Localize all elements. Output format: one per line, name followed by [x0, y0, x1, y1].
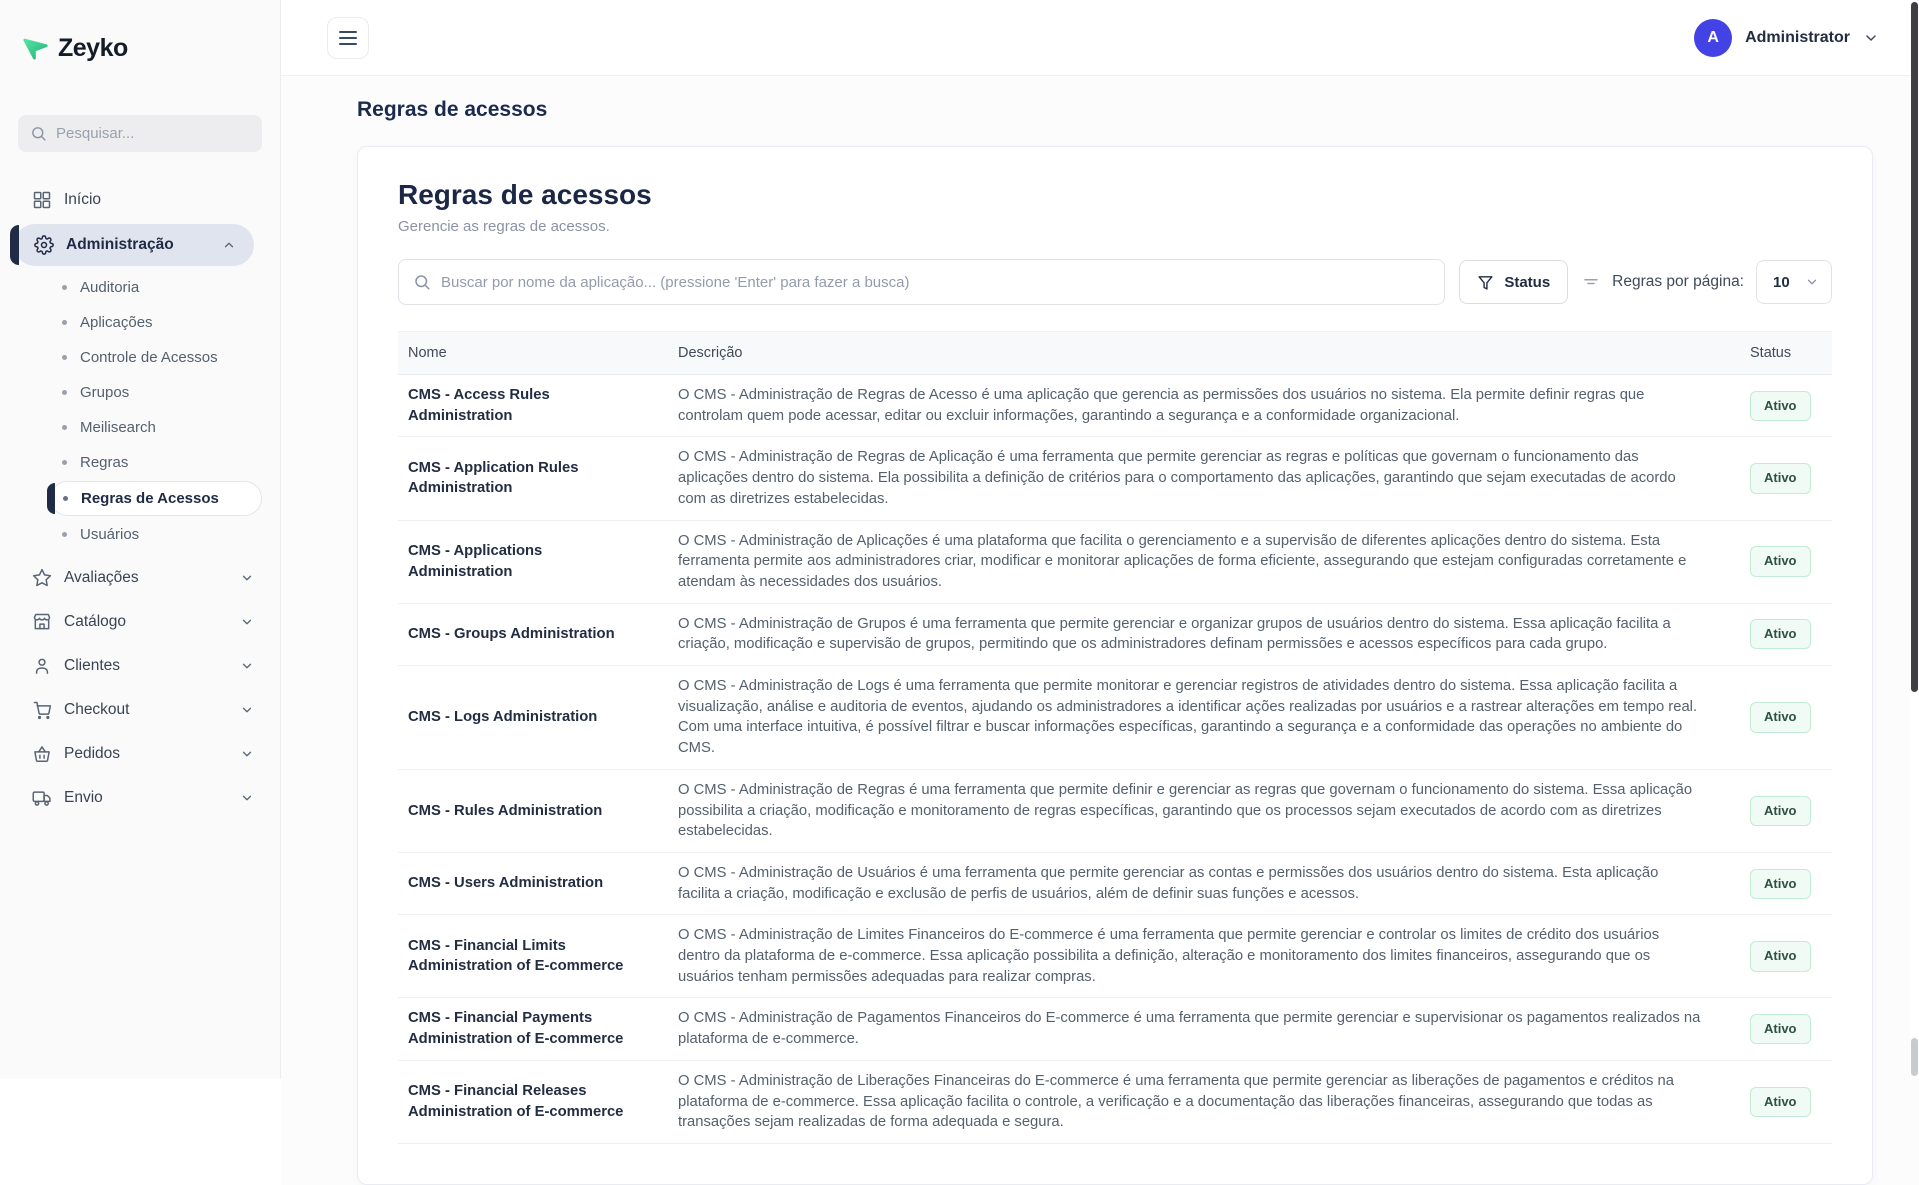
rule-description: O CMS - Administração de Regras de Aplicação é uma ferramenta que permite gerenciar as regras e políticas que governam o funcionamento das aplicações dentro do sistema. Ela possibilita a definição de critérios para o comportamento das aplicações, garantindo que sejam executadas de acordo com as diretrizes estabelecidas.: [668, 437, 1740, 520]
sidebar-subitem-regras-de-acessos[interactable]: [50, 481, 262, 516]
sidebar-item-label: Administração: [66, 236, 174, 253]
subitem-label: Meilisearch: [80, 419, 156, 436]
status-badge: Ativo: [1750, 546, 1811, 576]
card-subtitle: Gerencie as regras de acessos.: [398, 218, 610, 235]
rule-name: CMS - Access Rules Administration: [398, 375, 668, 437]
column-header-nome: Nome: [398, 332, 668, 375]
sidebar-item-label: Checkout: [64, 701, 130, 718]
brand[interactable]: [0, 0, 280, 63]
table-row: [398, 520, 1832, 603]
table-row: [398, 603, 1832, 665]
status-badge: Ativo: [1750, 1014, 1811, 1044]
table-row: [398, 769, 1832, 852]
chevron-down-icon: [240, 659, 254, 673]
rule-status-cell: [1740, 666, 1832, 770]
sidebar-subitem-usuarios[interactable]: [0, 517, 280, 552]
subitem-label: Usuários: [80, 526, 140, 543]
rule-description: O CMS - Administração de Aplicações é uma plataforma que facilita o gerenciamento e a supervisão de diferentes aplicações dentro do sistema. Esta ferramenta permite aos administradores criar, modificar e monitorar aplicações de forma eficiente, assegurando que estejam configuradas corretamente e atendam às necessidades dos usuários.: [668, 520, 1740, 603]
rule-description: O CMS - Administração de Regras de Acesso é uma aplicação que gerencia as permissões dos usuários no sistema. Ela permite definir regras que controlam quem pode acessar, editar ou excluir informações, garantindo a segurança e a conformidade organizacional.: [668, 375, 1740, 437]
search-icon: [30, 125, 47, 142]
status-filter-label: Status: [1504, 273, 1551, 291]
user-name: Administrator: [1745, 28, 1850, 46]
main-area: [281, 0, 1919, 1131]
subitem-label: Grupos: [80, 384, 130, 401]
bullet-icon: [62, 390, 67, 395]
store-icon: [32, 612, 52, 632]
sidebar-item-avaliacoes[interactable]: [0, 556, 280, 600]
access-rules-table: [398, 331, 1832, 1144]
access-rules-card: [357, 146, 1873, 1185]
rule-status-cell: [1740, 375, 1832, 437]
sidebar-item-label: Pedidos: [64, 745, 121, 762]
basket-icon: [32, 744, 52, 764]
chevron-down-icon: [240, 615, 254, 629]
scrollbar-thumb[interactable]: [1911, 2, 1918, 692]
subitem-label: Regras de Acessos: [81, 490, 219, 507]
rule-name: CMS - Users Administration: [398, 852, 668, 914]
hamburger-menu-button[interactable]: [327, 17, 369, 59]
user-menu[interactable]: [1694, 19, 1879, 57]
table-row: [398, 666, 1832, 770]
topbar: [281, 0, 1919, 76]
brand-name: Zeyko: [58, 34, 128, 62]
sidebar-nav: [0, 178, 280, 1079]
chevron-up-icon: [222, 238, 236, 252]
bullet-icon: [62, 285, 67, 290]
table-row: [398, 1060, 1832, 1143]
sidebar-search[interactable]: [18, 115, 262, 152]
rule-name: CMS - Financial Releases Administration of E-commerce: [398, 1060, 668, 1143]
rule-status-cell: [1740, 769, 1832, 852]
status-badge: Ativo: [1750, 463, 1811, 493]
status-filter-button[interactable]: [1459, 260, 1568, 304]
subitem-label: Aplicações: [80, 314, 153, 331]
sidebar-item-label: Início: [64, 191, 102, 208]
status-badge: Ativo: [1750, 796, 1811, 826]
search-icon: [413, 273, 431, 291]
filter-lines-icon: [1582, 273, 1600, 291]
rule-description: O CMS - Administração de Usuários é uma ferramenta que permite gerenciar as contas e permissões dos usuários dentro do sistema. Esta aplicação facilita a criação, modificação e exclusão de perfis de usuários, além de definir suas funções e acessos.: [668, 852, 1740, 914]
sidebar-subitem-regras[interactable]: [0, 445, 280, 480]
scrollbar-track-end: [1911, 1038, 1918, 1076]
sidebar-subitem-aplicacoes[interactable]: [0, 305, 280, 340]
rule-description: O CMS - Administração de Logs é uma ferramenta que permite monitorar e gerenciar registros de atividades dentro do sistema. Essa aplicação facilita a visualização, análise e auditoria de eventos, ajudando os administradores a identificar ações realizadas por usuários e a rastrear alterações em tempo real. Com uma interface intuitiva, é possível filtrar e buscar informações específicas, garantindo a segurança e a conformidade das operações no ambiente do CMS.: [668, 666, 1740, 770]
sidebar-item-label: Envio: [64, 789, 103, 806]
rule-description: O CMS - Administração de Liberações Financeiras do E-commerce é uma ferramenta que permite gerenciar as liberações de pagamentos e créditos na plataforma de e-commerce. Essa aplicação facilita o controle, a verificação e a documentação das liberações financeiras, assegurando que todas as transações sejam realizadas de forma adequada e segura.: [668, 1060, 1740, 1143]
status-badge: Ativo: [1750, 941, 1811, 971]
chevron-down-icon: [240, 791, 254, 805]
rule-name: CMS - Groups Administration: [398, 603, 668, 665]
per-page-select[interactable]: [1756, 260, 1832, 304]
sidebar-subitem-controle-de-acessos[interactable]: [0, 340, 280, 375]
sidebar-item-clientes[interactable]: [0, 644, 280, 688]
bullet-icon: [62, 532, 67, 537]
sidebar-search-input[interactable]: [56, 125, 255, 142]
rule-status-cell: [1740, 915, 1832, 998]
brand-logo-icon: [22, 35, 49, 62]
rule-status-cell: [1740, 603, 1832, 665]
rule-description: O CMS - Administração de Grupos é uma ferramenta que permite gerenciar e organizar grupos de usuários dentro do sistema. Essa aplicação facilita a criação, modificação e supervisão de grupos, permitindo que os administradores definam permissões e acessos específicos para cada grupo.: [668, 603, 1740, 665]
page-title: Regras de acessos: [357, 98, 548, 121]
bullet-icon: [62, 355, 67, 360]
table-row: [398, 915, 1832, 998]
rules-search[interactable]: [398, 259, 1445, 305]
avatar: A: [1694, 19, 1732, 57]
rule-name: CMS - Financial Payments Administration of E-commerce: [398, 998, 668, 1060]
bullet-icon: [62, 460, 67, 465]
chevron-down-icon: [1805, 275, 1819, 289]
bullet-icon: [63, 496, 68, 501]
column-header-descricao: Descrição: [668, 332, 1740, 375]
rule-status-cell: [1740, 520, 1832, 603]
card-title: Regras de acessos: [398, 179, 652, 210]
rule-name: CMS - Application Rules Administration: [398, 437, 668, 520]
status-badge: Ativo: [1750, 869, 1811, 899]
status-badge: Ativo: [1750, 702, 1811, 732]
rule-status-cell: [1740, 437, 1832, 520]
chevron-down-icon: [1863, 30, 1879, 46]
status-badge: Ativo: [1750, 1087, 1811, 1117]
sidebar-item-administracao[interactable]: [14, 224, 254, 266]
rule-name: CMS - Rules Administration: [398, 769, 668, 852]
per-page-value: 10: [1773, 273, 1790, 291]
rules-search-input[interactable]: [441, 274, 1430, 291]
rule-status-cell: [1740, 1060, 1832, 1143]
sidebar-item-label: Avaliações: [64, 569, 139, 586]
column-header-status: Status: [1740, 332, 1832, 375]
table-row: [398, 437, 1832, 520]
per-page-control: [1582, 260, 1832, 304]
administracao-submenu: [0, 268, 280, 556]
cart-icon: [32, 700, 52, 720]
chevron-down-icon: [240, 571, 254, 585]
page-scrollbar[interactable]: [1910, 0, 1919, 1079]
sidebar-item-catalogo[interactable]: [0, 600, 280, 644]
rule-status-cell: [1740, 998, 1832, 1060]
status-badge: Ativo: [1750, 391, 1811, 421]
sidebar-item-label: Catálogo: [64, 613, 127, 630]
chevron-down-icon: [240, 703, 254, 717]
grid-icon: [32, 190, 52, 210]
status-badge: Ativo: [1750, 619, 1811, 649]
rule-name: CMS - Financial Limits Administration of E-commerce: [398, 915, 668, 998]
content: [281, 76, 1919, 1185]
sidebar-item-envio[interactable]: [0, 776, 280, 820]
rule-description: O CMS - Administração de Limites Financeiros do E-commerce é uma ferramenta que permite gerenciar e controlar os limites de crédito dos usuários dentro da plataforma de e-commerce. Essa aplicação possibilita a definição, alteração e monitoramento dos limites financeiros, assegurando que os usuários tenham permissões adequadas para realizar compras.: [668, 915, 1740, 998]
sidebar-subitem-meilisearch[interactable]: [0, 410, 280, 445]
table-row: [398, 852, 1832, 914]
bullet-icon: [62, 425, 67, 430]
gear-icon: [34, 235, 54, 255]
sidebar-subitem-auditoria[interactable]: [0, 270, 280, 305]
subitem-label: Controle de Acessos: [80, 349, 218, 366]
table-header-row: [398, 332, 1832, 375]
rule-name: CMS - Logs Administration: [398, 666, 668, 770]
table-row: [398, 375, 1832, 437]
chevron-down-icon: [240, 747, 254, 761]
sidebar-item-checkout[interactable]: [0, 688, 280, 732]
sidebar-subitem-grupos[interactable]: [0, 375, 280, 410]
user-icon: [32, 656, 52, 676]
sidebar-item-inicio[interactable]: [0, 178, 280, 222]
sidebar-item-pedidos[interactable]: [0, 732, 280, 776]
table-row: [398, 998, 1832, 1060]
rule-name: CMS - Applications Administration: [398, 520, 668, 603]
rule-description: O CMS - Administração de Pagamentos Financeiros do E-commerce é uma ferramenta que permite gerenciar e supervisionar os pagamentos realizados na plataforma de e-commerce.: [668, 998, 1740, 1060]
rule-status-cell: [1740, 852, 1832, 914]
funnel-icon: [1477, 274, 1494, 291]
per-page-label: Regras por página:: [1612, 273, 1744, 290]
bullet-icon: [62, 320, 67, 325]
rule-description: O CMS - Administração de Regras é uma ferramenta que permite definir e gerenciar as regras que governam o funcionamento do sistema. Essa aplicação possibilita a criação, modificação e monitoramento de regras específicas, garantindo que os processos sejam executados de acordo com as diretrizes estabelecidas.: [668, 769, 1740, 852]
sidebar-item-label: Clientes: [64, 657, 120, 674]
star-icon: [32, 568, 52, 588]
sidebar: [0, 0, 281, 1079]
truck-icon: [32, 788, 52, 808]
subitem-label: Auditoria: [80, 279, 140, 296]
subitem-label: Regras: [80, 454, 129, 471]
table-controls: [398, 259, 1832, 305]
